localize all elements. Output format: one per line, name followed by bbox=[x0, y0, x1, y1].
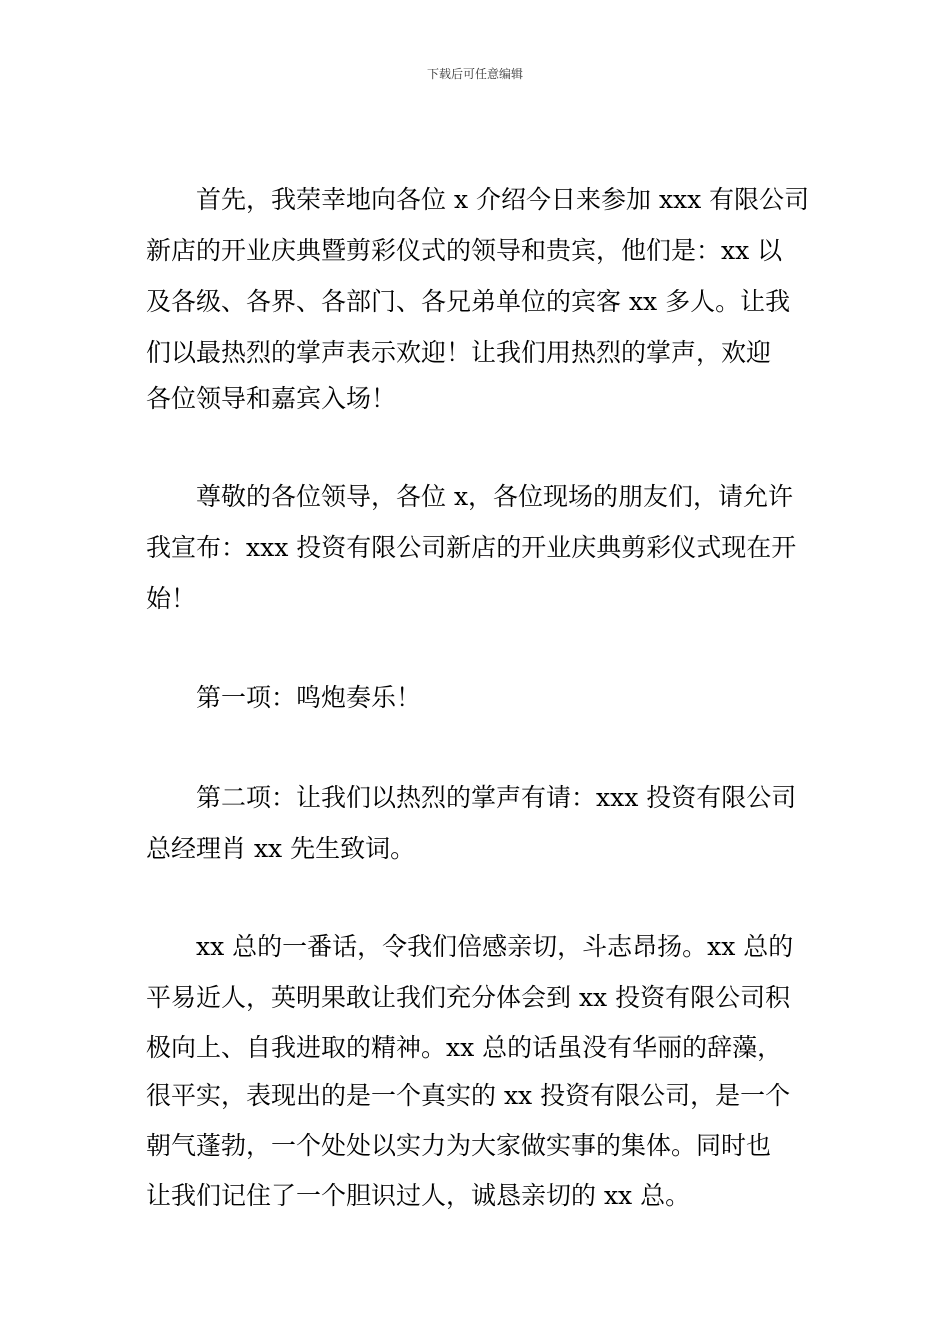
paragraph-line: 新店的开业庆典暨剪彩仪式的领导和贵宾，他们是：xx 以 bbox=[146, 236, 783, 265]
paragraph-line: 平易近人，英明果敢让我们充分体会到 xx 投资有限公司积 bbox=[146, 983, 791, 1012]
paragraph-line: xx 总的一番话，令我们倍感亲切，斗志昂扬。xx 总的 bbox=[196, 932, 794, 961]
paragraph-line: 我宣布：xxx 投资有限公司新店的开业庆典剪彩仪式现在开 bbox=[146, 533, 797, 562]
paragraph-line: 极向上、自我进取的精神。xx 总的话虽没有华丽的辞藻， bbox=[146, 1033, 783, 1062]
paragraph-line: 各位领导和嘉宾入场！ bbox=[146, 384, 397, 413]
paragraph-line: 让我们记住了一个胆识过人，诚恳亲切的 xx 总。 bbox=[146, 1181, 691, 1210]
paragraph-line: 始！ bbox=[146, 584, 197, 613]
paragraph-line: 总经理肖 xx 先生致词。 bbox=[146, 834, 416, 863]
paragraph-line: 朝气蓬勃，一个处处以实力为大家做实事的集体。同时也 bbox=[146, 1131, 772, 1160]
paragraph-line: 首先，我荣幸地向各位 x 介绍今日来参加 xxx 有限公司 bbox=[196, 185, 810, 214]
page-header-note: 下载后可任意编辑 bbox=[426, 67, 523, 81]
paragraph-line: 及各级、各界、各部门、各兄弟单位的宾客 xx 多人。让我 bbox=[146, 287, 791, 316]
paragraph-line: 很平实，表现出的是一个真实的 xx 投资有限公司，是一个 bbox=[146, 1081, 791, 1110]
paragraph-line: 第二项：让我们以热烈的掌声有请：xxx 投资有限公司 bbox=[196, 783, 797, 812]
paragraph-line: 们以最热烈的掌声表示欢迎！让我们用热烈的掌声，欢迎 bbox=[146, 338, 772, 367]
paragraph-line: 尊敬的各位领导，各位 x，各位现场的朋友们，请允许 bbox=[196, 482, 794, 511]
paragraph-line: 第一项：鸣炮奏乐！ bbox=[196, 683, 422, 712]
